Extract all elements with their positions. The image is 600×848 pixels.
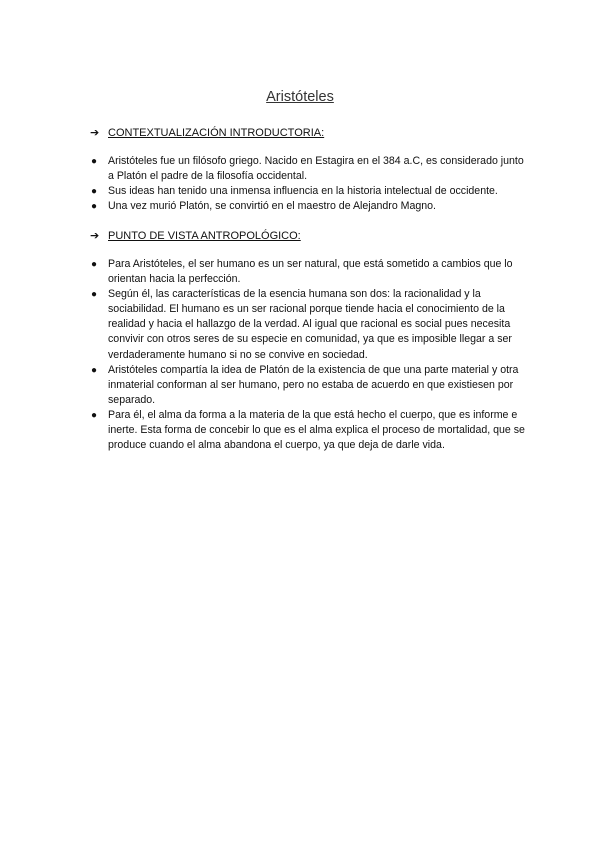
list-item — [90, 408, 530, 453]
list-item-text: Aristóteles fue un filósofo griego. Nacido en Estagira en el 384 a.C, es considerado junto a Platón el padre de la filosofía occidental. — [108, 155, 524, 183]
arrow-right-icon: ➔ — [90, 230, 100, 242]
bullet-icon: ● — [91, 201, 98, 213]
bullet-icon: ● — [91, 156, 98, 167]
bullet-list-contextualizacion — [90, 154, 530, 214]
list-item-text: Según él, las características de la esencia humana son dos: la racionalidad y la sociabilidad. El humano es un ser racional porque tiende hacia el conocimiento de la realidad y hacia el hallazgo de la verdad. Al igual que racional es social pues necesita convivir con otros seres de su especie en comunidad, ya que es imposible llegar a ser verdaderamente humano si no se convive en sociedad. — [108, 288, 512, 361]
section-heading-punto-de-vista — [90, 229, 301, 242]
document-title: Aristóteles — [266, 89, 334, 105]
section-heading-label: CONTEXTUALIZACIÓN INTRODUCTORIA: — [108, 127, 325, 139]
list-item — [90, 287, 530, 362]
bullet-icon: ● — [91, 259, 98, 270]
bullet-icon: ● — [91, 409, 98, 421]
section-heading-contextualizacion — [90, 126, 324, 139]
arrow-right-icon: ➔ — [90, 127, 100, 139]
list-item — [90, 363, 530, 408]
list-item-text: Una vez murió Platón, se convirtió en el maestro de Alejandro Magno. — [108, 200, 436, 213]
list-item — [90, 257, 530, 287]
list-item-text: Para él, el alma da forma a la materia de la que está hecho el cuerpo, que es informe e inerte. Esta forma de concebir lo que es el alma explica el proceso de mortalidad, que se produce cuando el alma abandona el cuerpo, ya que deja de darle vida. — [108, 408, 525, 452]
bullet-list-punto-de-vista — [90, 257, 530, 453]
list-item — [90, 199, 530, 214]
list-item-text: Para Aristóteles, el ser humano es un ser natural, que está sometido a cambios que lo orientan hacia la perfección. — [108, 258, 513, 286]
list-item-text: Aristóteles compartía la idea de Platón de la existencia de que una parte material y otra inmaterial conforman al ser humano, pero no estaba de acuerdo en que existiesen por separado. — [108, 363, 519, 406]
list-item — [90, 184, 530, 199]
list-item — [90, 154, 530, 184]
section-heading-label: PUNTO DE VISTA ANTROPOLÓGICO: — [108, 230, 301, 242]
bullet-icon: ● — [91, 289, 98, 301]
list-item-text: Sus ideas han tenido una inmensa influencia en la historia intelectual de occidente. — [108, 185, 498, 198]
bullet-icon: ● — [91, 186, 98, 198]
bullet-icon: ● — [91, 364, 98, 376]
